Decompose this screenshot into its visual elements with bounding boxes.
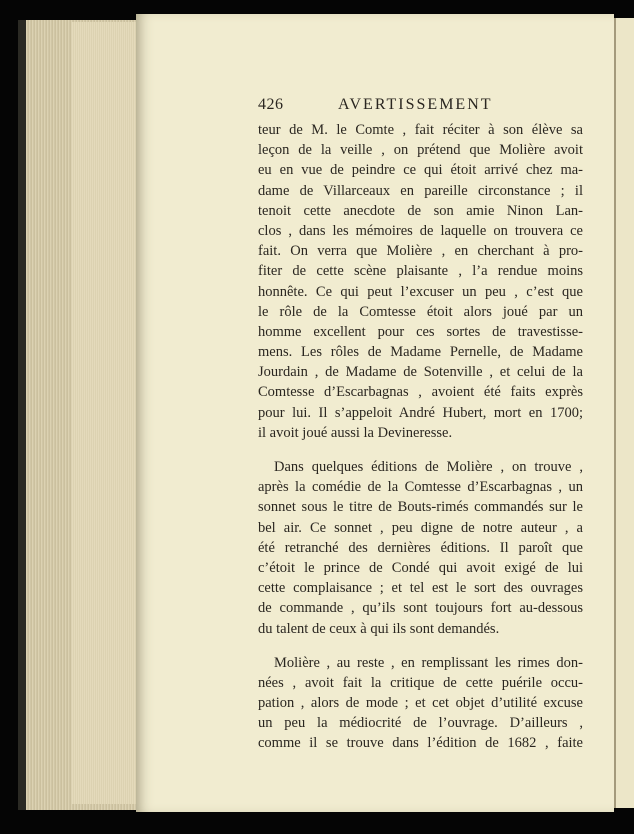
text-line: un peu la médiocrité de l’ouvrage. D’ailleurs , bbox=[258, 715, 583, 732]
text-line: de commande , qu’ils sont toujours fort au-dessous bbox=[258, 600, 583, 617]
text-line: cette complaisance ; et tel est le sort des ouvrages bbox=[258, 580, 583, 597]
text-line: nées , avoit fait la critique de cette puérile occu- bbox=[258, 674, 583, 691]
text-line: dame de Villarceaux en pareille circonstance ; il bbox=[258, 182, 583, 199]
text-line: Molière , au reste , en remplissant les rimes don- bbox=[274, 654, 583, 671]
text-line: pation , alors de mode ; et cet objet d’utilité excuse bbox=[258, 695, 583, 712]
text-line: après la comédie de la Comtesse d’Escarbagnas , un bbox=[258, 479, 583, 496]
text-line: été retranché des dernières éditions. Il paroît que bbox=[258, 539, 583, 556]
facing-page-edge bbox=[614, 18, 634, 808]
paragraph bbox=[258, 120, 583, 443]
text-line: clos , dans les mémoires de laquelle on trouvera ce bbox=[258, 222, 583, 239]
text-line: le rôle de la Comtesse étoit alors joué par un bbox=[258, 303, 583, 320]
book-page-edges-inner bbox=[72, 22, 136, 804]
text-line: teur de M. le Comte , fait réciter à son élève sa bbox=[258, 122, 583, 138]
text-line: il avoit joué aussi la Devineresse. bbox=[258, 424, 453, 441]
text-line: du talent de ceux à qui ils sont demandés. bbox=[258, 620, 500, 637]
paragraph-gap bbox=[258, 443, 583, 457]
text-line: homme excellent pour ces sortes de travestisse- bbox=[258, 323, 583, 340]
paragraph bbox=[258, 653, 583, 754]
paragraph bbox=[258, 457, 583, 639]
text-line: leçon de la veille , on prétend que Molière avoit bbox=[258, 142, 583, 159]
text-line: Dans quelques éditions de Molière , on trouve , bbox=[274, 459, 583, 475]
text-line: honnête. Ce qui peut l’excuser un peu , c’est que bbox=[258, 283, 583, 300]
page-header bbox=[258, 96, 583, 120]
text-line: pour lui. Il s’appeloit André Hubert, mort en 1700; bbox=[258, 404, 583, 421]
text-line: tenoit cette anecdote de son amie Ninon Lan- bbox=[258, 202, 583, 219]
text-line: eu en vue de peindre ce qui étoit arrivé chez ma- bbox=[258, 162, 583, 179]
text-line: fiter de cette scène plaisante , l’a rendue moins bbox=[258, 263, 583, 280]
page-number: 426 bbox=[258, 96, 284, 113]
text-line: c’étoit le prince de Condé qui avoit exigé de lui bbox=[258, 559, 583, 576]
text-line: fait. On verra que Molière , en cherchant à pro- bbox=[258, 243, 583, 260]
text-line: mens. Les rôles de Madame Pernelle, de Madame bbox=[258, 344, 583, 361]
running-title: AVERTISSEMENT bbox=[338, 96, 493, 113]
text-line: comme il se trouve dans l’édition de 1682 , faite bbox=[258, 735, 583, 752]
page-text bbox=[258, 96, 583, 754]
text-line: sonnet sous le titre de Bouts-rimés commandés sur le bbox=[258, 499, 583, 516]
text-line: Jourdain , de Madame de Sotenville , et celui de la bbox=[258, 364, 583, 381]
text-line: Comtesse d’Escarbagnas , avoient été faits exprès bbox=[258, 384, 583, 401]
paragraph-gap bbox=[258, 639, 583, 653]
text-line: bel air. Ce sonnet , peu digne de notre auteur , a bbox=[258, 519, 583, 536]
